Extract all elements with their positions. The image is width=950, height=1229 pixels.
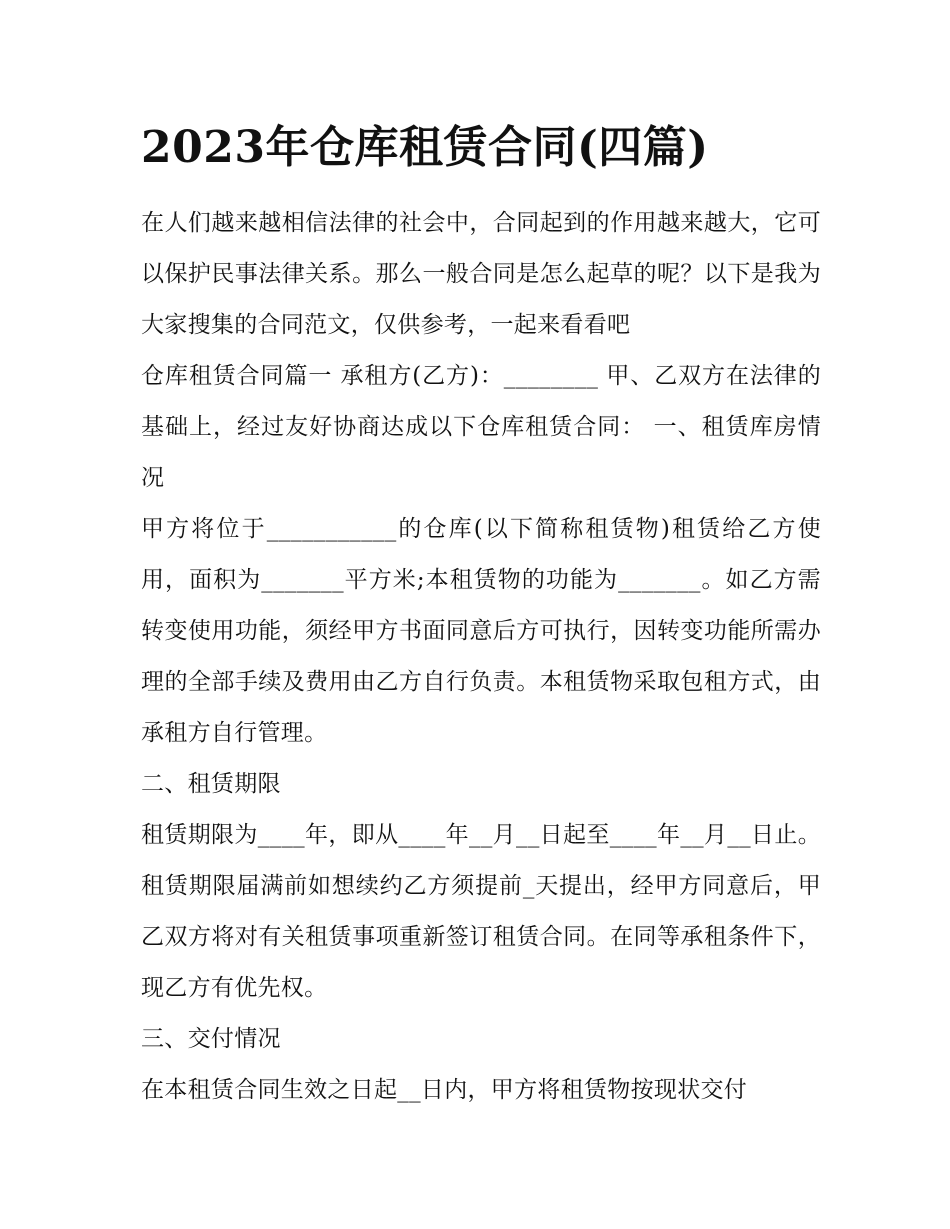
lease-term-paragraph: 租赁期限为____年，即从____年__月__日起至____年__月__日止。租赁期限届满前如想续约乙方须提前_天提出，经甲方同意后，甲乙双方将对有关租赁事项重新签订租赁合同。在同等承租条件下，现乙方有优先权。 bbox=[141, 822, 821, 1001]
intro-paragraph: 在人们越来越相信法律的社会中，合同起到的作用越来越大，它可以保护民事法律关系。那么一般合同是怎么起草的呢？以下是我为大家搜集的合同范文，仅供参考，一起来看看吧 bbox=[141, 210, 821, 338]
section-heading-lease-term: 二、租赁期限 bbox=[141, 771, 281, 797]
document-title: 2023年仓库租赁合同(四篇) bbox=[141, 122, 709, 173]
delivery-paragraph: 在本租赁合同生效之日起__日内，甲方将租赁物按现状交付 bbox=[141, 1077, 748, 1103]
section-heading-delivery: 三、交付情况 bbox=[141, 1026, 281, 1052]
contract-one-opening: 仓库租赁合同篇一 承租方(乙方)：________ 甲、乙双方在法律的基础上，经过友好协商达成以下仓库租赁合同： 一、租赁库房情况 bbox=[141, 363, 821, 491]
document-body bbox=[141, 112, 821, 1116]
warehouse-description-paragraph: 甲方将位于___________的仓库(以下简称租赁物)租赁给乙方使用，面积为_______平方米;本租赁物的功能为_______。如乙方需转变使用功能，须经甲方书面同意后方可执行，因转变功能所需办理的全部手续及费用由乙方自行负责。本租赁物采取包租方式，由承租方自行管理。 bbox=[141, 516, 821, 746]
